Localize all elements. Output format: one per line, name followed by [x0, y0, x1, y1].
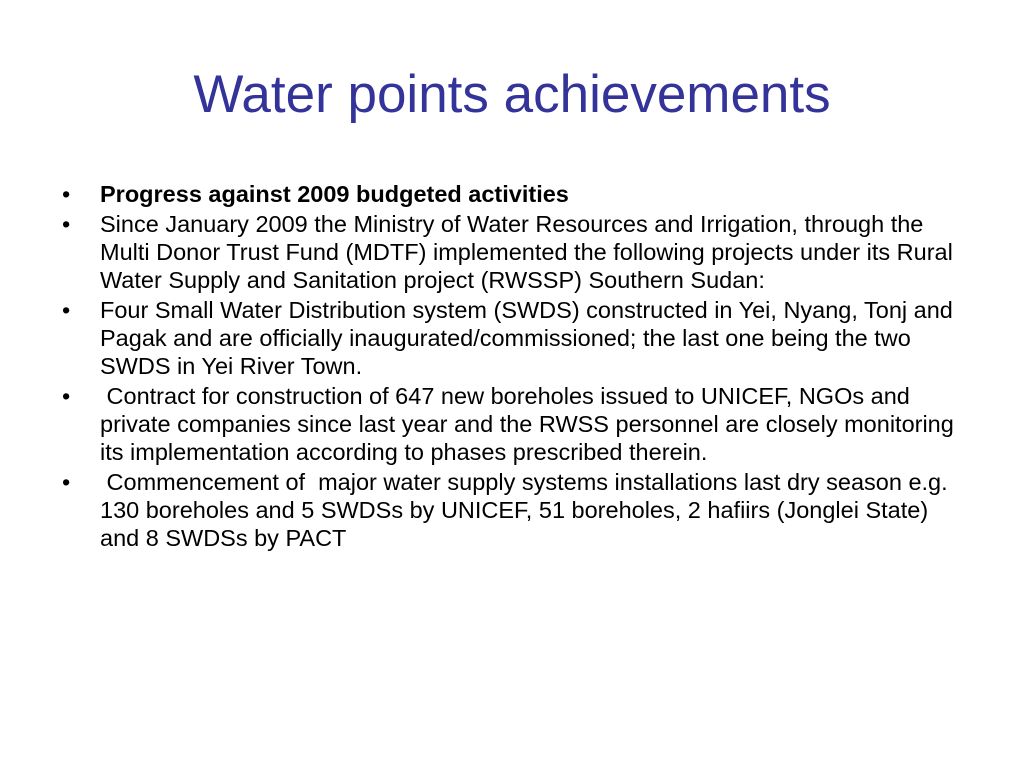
bullet-text: Contract for construction of 647 new boreholes issued to UNICEF, NGOs and private companies since last year and the RWSS personnel are closely monitoring its implementation according to phases prescribed therein.	[100, 383, 961, 465]
bullet-item-mdtf-projects	[62, 210, 972, 294]
bullet-text: Commencement of major water supply systems installations last dry season e.g. 130 boreholes and 5 SWDSs by UNICEF, 51 boreholes, 2 hafiirs (Jonglei State) and 8 SWDSs by PACT	[100, 469, 955, 551]
bullet-text: Since January 2009 the Ministry of Water Resources and Irrigation, through the Multi Donor Trust Fund (MDTF) implemented the following projects under its Rural Water Supply and Sanitation project (RWSSP) Southern Sudan:	[100, 211, 960, 293]
bullet-item-swds-constructed	[62, 296, 972, 380]
slide-title: Water points achievements	[193, 65, 831, 124]
bullet-icon: •	[62, 383, 71, 409]
bullet-list	[62, 180, 972, 554]
bullet-text: Four Small Water Distribution system (SWDS) constructed in Yei, Nyang, Tonj and Pagak and are officially inaugurated/commissioned; the last one being the two SWDS in Yei River Town.	[100, 297, 960, 379]
bullet-icon: •	[62, 469, 71, 495]
bullet-item-commencement	[62, 468, 972, 552]
bullet-icon: •	[62, 211, 71, 237]
bullet-icon: •	[62, 297, 71, 323]
bullet-item-boreholes-contract	[62, 382, 972, 466]
bullet-text: Progress against 2009 budgeted activities	[100, 181, 569, 207]
bullet-item-progress-heading	[62, 180, 972, 208]
bullet-icon: •	[62, 181, 71, 207]
